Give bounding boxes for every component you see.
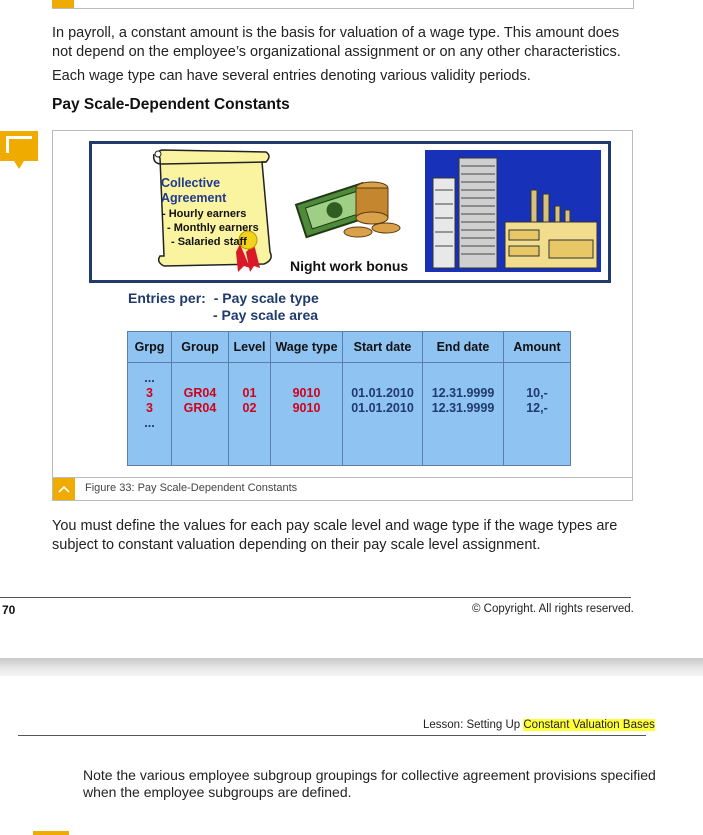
figure-frame <box>52 130 633 501</box>
cell-value: 12,- <box>526 401 548 415</box>
cell-value: GR04 <box>183 386 217 400</box>
presentation-icon <box>0 131 38 169</box>
page-separator <box>0 658 703 676</box>
intro-paragraph-2: Each wage type can have several entries denoting various validity periods. <box>52 68 531 84</box>
factory-icon <box>425 150 601 272</box>
intro-paragraph-1: In payroll, a constant amount is the basis for valuation of a wage type. This amount does not depend on the employee’s organizational assignment or on any other characteristics. <box>52 25 621 60</box>
header-start-date: Start date <box>343 332 423 363</box>
scroll-item: - Salaried staff <box>171 236 247 248</box>
table-row <box>128 363 571 466</box>
previous-figure-tab <box>52 0 74 8</box>
cell-value: GR04 <box>183 401 217 415</box>
cell-value: 01.01.2010 <box>351 401 414 415</box>
header-amount: Amount <box>504 332 571 363</box>
cell-value: 01 <box>242 386 257 400</box>
cell-level <box>229 363 271 466</box>
after-figure-paragraph: You must define the values for each pay scale level and wage type if the wage types are subject to constant valuation depending on their pay scale level assignment. <box>52 518 618 553</box>
next-figure-tab <box>33 831 69 835</box>
entries-item: - Pay scale area <box>213 307 319 323</box>
header-divider <box>18 735 646 736</box>
cell-end-date <box>423 363 504 466</box>
collapse-figure-button[interactable] <box>53 478 75 500</box>
cell-value: 02 <box>242 401 257 415</box>
scroll-title-line2: Agreement <box>161 191 227 205</box>
entries-per-label: Entries per: <box>128 290 206 306</box>
figure-banner <box>89 141 611 283</box>
entries-per-block <box>128 290 319 324</box>
header-grpg: Grpg <box>128 332 172 363</box>
scroll-title-line1: Collective <box>161 176 221 190</box>
lesson-header <box>423 719 655 731</box>
page-number: 70 <box>2 603 16 617</box>
previous-figure-frame <box>52 0 634 9</box>
cell-value: 3 <box>146 401 153 415</box>
scroll-items <box>162 207 259 249</box>
cell-value: 9010 <box>292 401 321 415</box>
scroll-title <box>161 176 226 206</box>
entries-item: - Pay scale type <box>213 290 319 306</box>
header-level: Level <box>229 332 271 363</box>
copyright-notice: © Copyright. All rights reserved. <box>472 603 634 615</box>
header-end-date: End date <box>423 332 504 363</box>
cell-group <box>172 363 229 466</box>
note-paragraph: Note the various employee subgroup groupings for collective agreement provisions specified when the employee subgroups are defined. <box>83 767 656 800</box>
scroll-item: - Monthly earners <box>167 222 259 234</box>
table-header-row <box>128 332 571 363</box>
cell-value: 12.31.9999 <box>431 401 495 415</box>
cell-amount <box>504 363 571 466</box>
cell-wage-type <box>271 363 343 466</box>
lesson-prefix: Lesson: Setting Up <box>423 719 524 731</box>
header-wage-type: Wage type <box>271 332 343 363</box>
cell-value: ... <box>144 416 155 430</box>
cell-value: 01.01.2010 <box>351 386 414 400</box>
section-heading: Pay Scale-Dependent Constants <box>52 96 290 113</box>
city-illustration <box>425 150 601 272</box>
figure-caption: Figure 33: Pay Scale-Dependent Constants <box>85 482 298 494</box>
pay-scale-table <box>127 331 571 466</box>
cell-value: 10,- <box>526 386 548 400</box>
scroll-item: - Hourly earners <box>162 208 247 220</box>
cell-value: ... <box>144 371 155 385</box>
cell-start-date <box>343 363 423 466</box>
lesson-title-highlight: Constant Valuation Bases <box>523 719 655 731</box>
cell-value: 9010 <box>292 386 321 400</box>
night-work-bonus-label: Night work bonus <box>290 258 409 274</box>
cell-grpg <box>128 363 172 466</box>
chevron-up-icon <box>53 478 75 500</box>
cell-value: 3 <box>146 386 153 400</box>
header-group: Group <box>172 332 229 363</box>
footer-divider <box>0 597 631 598</box>
money-icon <box>292 172 402 244</box>
cell-value: 12.31.9999 <box>431 386 495 400</box>
